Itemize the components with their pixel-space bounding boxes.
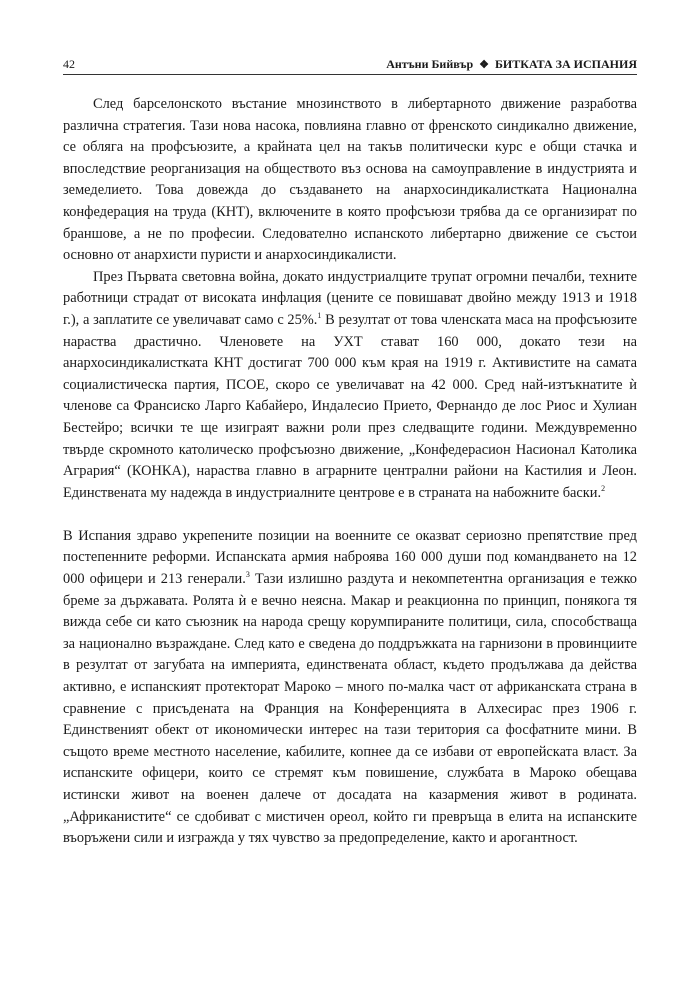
footnote-ref: 3 [245,570,250,580]
author-name: Антъни Бийвър [386,57,474,71]
paragraph [63,94,637,267]
footnote-ref: 1 [317,310,322,320]
paragraph-text: След барселонското въстание мнозинството в либертарното движение разработва различна стратегия. Тази нова насока, повлияна главно от френското синдикално движение, се обляга на профсъюзите, а крайната цел на такъв политически курс е общи стачка и впоследствие реорганизация на обществото въз основа на самоуправление в индустрията и земеделието. Това довежда до създаването на анархосиндикалистката Национална конфедерация на труда (КНТ), включените в която профсъюзи трябва да се организират по браншове, а не по професии. Следователно испанското либертарно движение се състои основно от анархисти пуристи и анархосиндикалисти. [63,96,637,264]
paragraph-text: В резултат от това членската маса на профсъюзите нараства драстично. Членовете на УХТ стават 160 000, докато тези на анархосиндикалистката КНТ достигат 700 000 към края на 1919 г. Активистите на самата социалистическа партия, ПСОЕ, скоро се увеличават на 42 000. Сред най-изтъкнатите ѝ членове са Франсиско Ларго Кабайеро, Индалесио Прието, Фернандо де лос Риос и Хулиан Бестейро; всички те ще изиграят важни роли през следващите години. Междувременно твърде скромното католическо профсъюзно движение, „Конфедерасион Насионал Католика Агрария“ (КОНКА), нараства главно в аграрните централни райони на Кастилия и Леон. Единствената му надежда в индустриалните центрове е в страната на набожните баски. [63,311,638,501]
page-header [63,52,637,72]
body-text [63,94,637,850]
paragraph [63,267,637,505]
paragraph-text: В Испания здраво укрепените позиции на военните се оказват сериозно препятствие пред постепенните реформи. Испанската армия наброява 160 000 души под командването на 12 000 офицери и 213 генерали. [63,527,637,588]
paragraph-text: През Първата световна война, докато индустриалците трупат огромни печалби, техните работници страдат от високата инфлация (цените се повишават двойно между 1913 и 1918 г.), а заплатите се увеличават само с 25%. [63,268,637,328]
paragraph [63,526,637,850]
footnote-ref: 2 [601,483,606,493]
book-title: БИТКАТА ЗА ИСПАНИЯ [495,57,637,71]
page-number: 42 [63,57,75,71]
running-head [386,57,637,72]
paragraph-text: Тази излишно раздута и некомпетентна организация е тежко бреме за държавата. Ролята ѝ е вечно неясна. Макар и реакционна по принцип, понякога тя вижда себе си като съюзник на народа срещу корумпираните политици, сила, способстваща за национално възраждане. След като е сведена до поддръжката на гарнизони в провинциите в резултат от загубата на империята, единствената област, където продължава да действа активно, е испанският протекторат Мароко – много по-малка част от африканската страна в сравнение с присъдената на Франция на Конференцията в Алхесирас през 1906 г. Единственият обект от икономически интерес на тази територия са фосфатните мини. В същото време местното население, кабилите, копнее да се избави от европейската власт. За испанските офицери, които се стремят към повишение, службата в Мароко обещава истински живот на военен далече от досадата на казармения живот в родината. „Африканистите“ се сдобиват с мистичен ореол, който ги превръща в елита на испанските въоръжени сили и изгражда у тях чувство за предопределение, както и арогантност. [63,571,637,847]
header-rule [63,74,637,75]
separator-icon: ❖ [479,59,489,71]
